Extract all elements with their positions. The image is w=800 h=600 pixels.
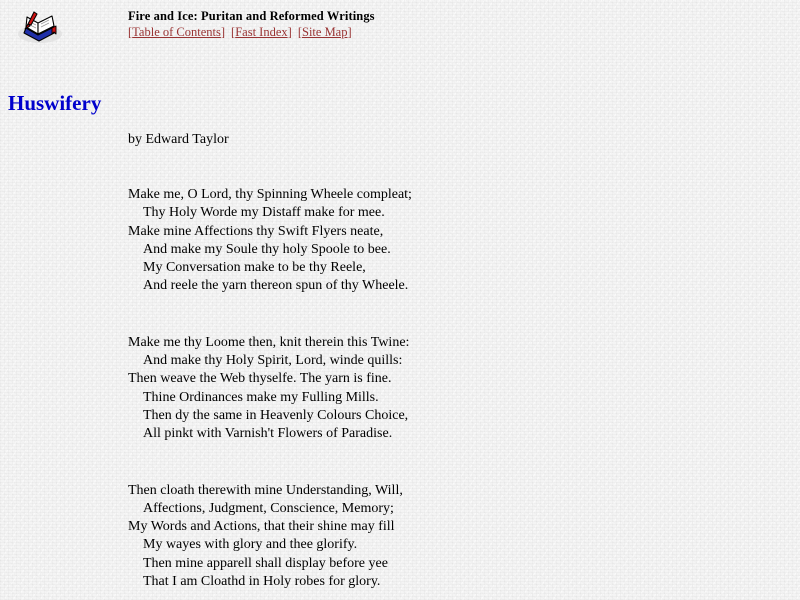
poem-line: Then mine apparell shall display before yee	[143, 555, 388, 571]
stanza	[128, 334, 728, 444]
poem-line: Then cloath therewith mine Understanding, Will,	[128, 482, 403, 498]
site-masthead	[0, 0, 800, 56]
bracket-close: ]	[287, 25, 292, 39]
poem-line: Make me thy Loome then, knit therein this Twine:	[128, 334, 410, 350]
poem-line: My wayes with glory and thee glorify.	[143, 537, 358, 553]
stanza	[128, 482, 728, 592]
poem-line: Then weave the Web thyselfe. The yarn is fine.	[128, 371, 392, 387]
poem-line: Affections, Judgment, Conscience, Memory;	[143, 500, 394, 516]
bracket-open: [	[297, 25, 302, 39]
poem-line: And reele the yarn thereon spun of thy Wheele.	[143, 278, 409, 294]
bracket-close: ]	[220, 25, 226, 39]
site-nav	[128, 25, 375, 40]
nav-link-table-of-contents[interactable]: Table of Contents	[132, 25, 221, 39]
poem-line: Thy Holy Worde my Distaff make for mee.	[143, 205, 385, 221]
nav-link-site-map[interactable]: Site Map	[302, 25, 348, 39]
poem-line: My Words and Actions, that their shine may fill	[128, 519, 395, 535]
stanza-spacer	[128, 296, 728, 334]
bracket-open: [	[231, 25, 236, 39]
poem-line: Then dy the same in Heavenly Colours Choice,	[143, 407, 409, 423]
book-quill-icon	[14, 7, 64, 47]
stanza-spacer	[128, 148, 728, 186]
poem-line: Thine Ordinances make my Fulling Mills.	[143, 389, 379, 405]
poem-line: And make thy Holy Spirit, Lord, winde quills:	[143, 353, 403, 369]
poem-line: That I am Cloathd in Holy robes for glory.	[143, 574, 381, 590]
stanza-spacer	[128, 444, 728, 482]
stanza-list	[128, 148, 728, 591]
page-title: Huswifery	[8, 91, 102, 115]
masthead-text-block	[128, 9, 375, 40]
poem-author: by Edward Taylor	[128, 132, 229, 147]
poem-body	[128, 131, 728, 591]
poem-line: Make mine Affections thy Swift Flyers neate,	[128, 223, 384, 239]
nav-link-fast-index[interactable]: Fast Index	[235, 25, 288, 39]
bracket-close: ]	[347, 25, 352, 39]
poem-line: And make my Soule thy holy Spoole to bee.	[143, 241, 391, 257]
poem-line: All pinkt with Varnish't Flowers of Paradise.	[143, 426, 393, 442]
poem-line: My Conversation make to be thy Reele,	[143, 260, 366, 276]
bracket-open: [	[128, 25, 133, 39]
poem-line: Make me, O Lord, thy Spinning Wheele compleat;	[128, 187, 412, 202]
stanza	[128, 186, 728, 296]
site-title: Fire and Ice: Puritan and Reformed Writings	[128, 9, 375, 23]
